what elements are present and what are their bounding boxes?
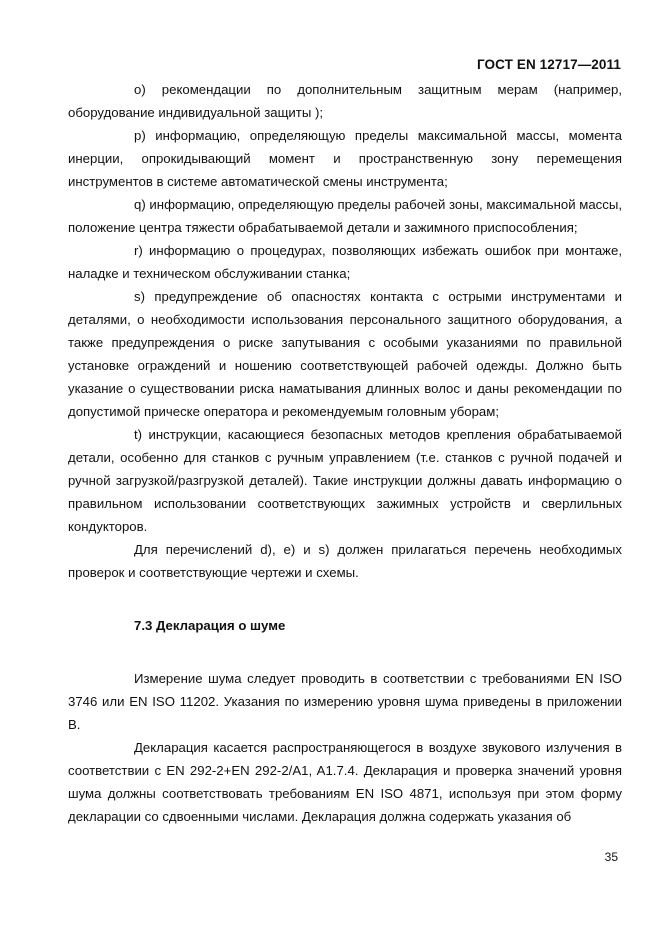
list-item-t: t) инструкции, касающиеся безопасных методов крепления обрабатываемой детали, особенно для станков с ручным управлением (т.е. станков с ручной подачей и ручной загрузкой/разгрузкой деталей). Такие инструкции должны давать информацию о правильном использовании соответствующих зажимных устройств и сверлильных кондукторов. [68, 427, 622, 534]
enumeration-note: Для перечислений d), e) и s) должен прилагаться перечень необходимых проверок и соответствующие чертежи и схемы. [68, 542, 622, 580]
list-item-p: p) информацию, определяющую пределы максимальной массы, момента инерции, опрокидывающий момент и пространственную зону перемещения инструментов в системе автоматической смены инструмента; [68, 128, 622, 189]
list-item-r: r) информацию о процедурах, позволяющих избежать ошибок при монтаже, наладке и техническом обслуживании станка; [68, 243, 622, 281]
spacer [68, 637, 622, 667]
document-body [68, 78, 622, 828]
list-item-o: o) рекомендации по дополнительным защитным мерам (например, оборудование индивидуальной защиты ); [68, 82, 622, 120]
section-heading: 7.3 Декларация о шуме [134, 618, 286, 633]
list-item-q: q) информацию, определяющую пределы рабочей зоны, максимальной массы, положение центра тяжести обрабатываемой детали и зажимного приспособления; [68, 197, 622, 235]
list-item-s: s) предупреждение об опасностях контакта с острыми инструментами и деталями, о необходимости использования персонального защитного оборудования, а также предупреждения о риске запутывания с особыми указаниями по правильной установке ограждений и ношению соответствующей рабочей одежды. Должно быть указание о существовании риска наматывания длинных волос и даны рекомендации по допустимой прическе оператора и рекомендуемым головным уборам; [68, 289, 622, 419]
noise-measurement-paragraph: Измерение шума следует проводить в соответствии с требованиями EN ISO 3746 или EN ISO 11202. Указания по измерению уровня шума приведены в приложении В. [68, 671, 622, 732]
noise-declaration-paragraph: Декларация касается распространяющегося в воздухе звукового излучения в соответствии с EN 292-2+EN 292-2/A1, A1.7.4. Декларация и проверка значений уровня шума должны соответствовать требованиям EN ISO 4871, используя при этом форму декларации со сдвоенными числами. Декларация должна содержать указания об [68, 740, 622, 824]
spacer [68, 584, 622, 614]
standard-header: ГОСТ EN 12717—2011 [476, 57, 621, 72]
page-number: 35 [604, 850, 618, 864]
